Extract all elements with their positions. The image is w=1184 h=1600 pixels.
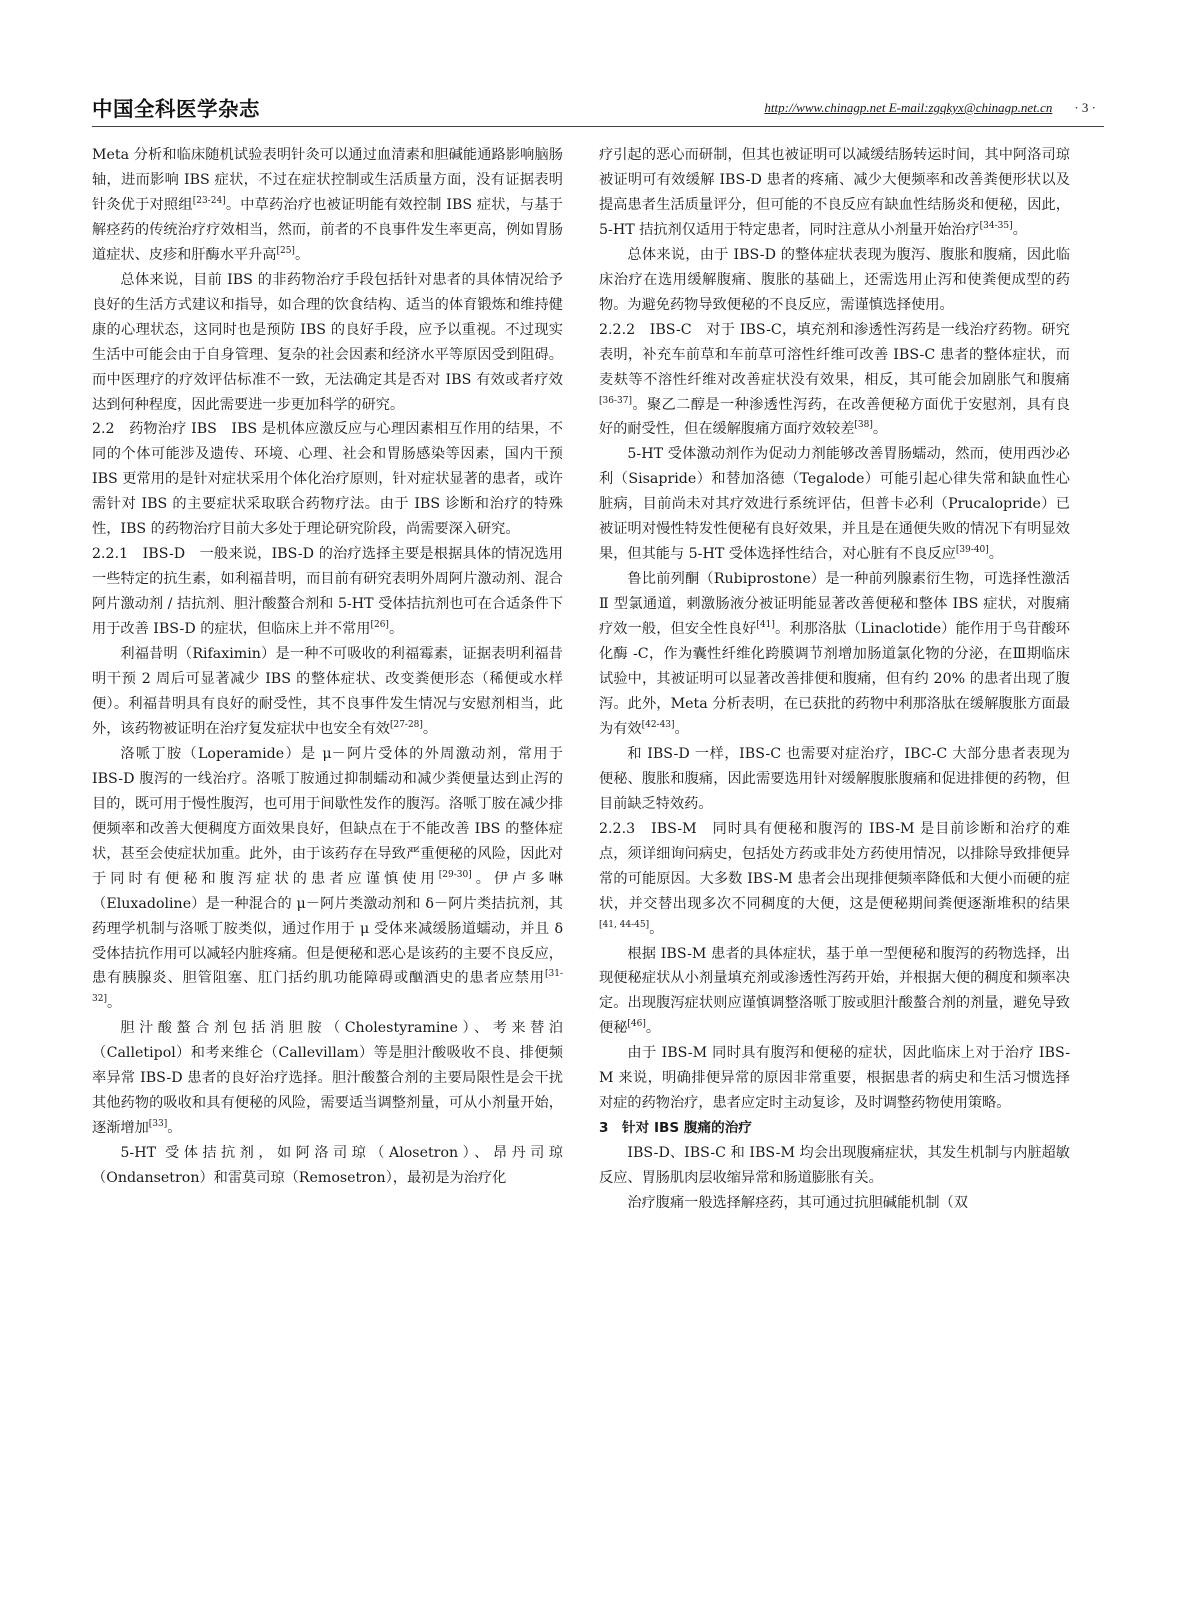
header-contact: http://www.chinagp.net E-mail:zgqkyx@chinagp.net.cn (764, 100, 1053, 115)
citation: [41] (756, 620, 775, 631)
paragraph-text: 5-HT 受体激动剂作为促动力剂能够改善胃肠蠕动，然而，使用西沙必利（Sisapride）和替加洛德（Tegalode）可能引起心律失常和缺血性心脏病，目前尚未对其疗效进行系统评估，但普卡必利（Prucalopride）已被证明对慢性特发性便秘有良好效果，并且是在通便失败的情况下有明显效果，但其能与 5-HT 受体选择性结合，对心脏有不良反应 (599, 446, 1070, 563)
paragraph (599, 567, 1070, 742)
citation: [36-37] (599, 395, 632, 406)
citation: [42-43] (641, 719, 675, 730)
header-rule (92, 126, 1104, 127)
paragraph-text: 。 (167, 1120, 182, 1137)
citation: [26] (370, 620, 389, 631)
paragraph (599, 243, 1070, 318)
paragraph-text: 。 (872, 421, 888, 438)
paragraph-text: 利福昔明（Rifaximin）是一种不可吸收的利福霉素，证据表明利福昔明干预 2 周后可显著减少 IBS 的整体症状、改变粪便形态（稀便或水样便）。利福昔明具有良好的耐受性，其不良事件发生情况与安慰剂相当，此外，该药物被证明在治疗复发症状中也安全有效 (92, 646, 563, 737)
paragraph (599, 143, 1070, 243)
page-number: · 3 · (1074, 100, 1096, 115)
right-column (599, 143, 1070, 1216)
paragraph-text: Meta 分析和临床随机试验表明针灸可以通过血清素和胆碱能通路影响脑肠轴，进而影响 IBS 症状，不过在症状控制或生活质量方面，没有证据表明针灸优于对照组 (92, 147, 563, 213)
paragraph-text: 。 (988, 546, 1003, 563)
paragraph-text: 。利那洛肽（Linaclotide）能作用于鸟苷酸环化酶 -C，作为囊性纤维化跨膜调节剂增加肠道氯化物的分泌，在Ⅲ期临床试验中，其被证明可以显著改善排便和腹痛，但有约 20% 的患者出现了腹泻。此外，Meta 分析表明，在已获批的药物中利那洛肽在缓解腹胀方面最为有效 (599, 621, 1070, 737)
citation: [27-28] (389, 719, 423, 730)
paragraph-text: 。 (294, 246, 310, 263)
paragraph-text: 。聚乙二醇是一种渗透性泻药，在改善便秘方面优于安慰剂，具有良好的耐受性，但在缓解腹痛方面疗效较差 (599, 396, 1070, 438)
paragraph-text: 。中草药治疗也被证明能有效控制 IBS 症状，与基于解痉药的传统治疗疗效相当，然而，前者的不良事件发生率更高，例如胃肠道症状、皮疹和肝酶水平升高 (92, 196, 563, 263)
paragraph (92, 1016, 563, 1141)
paragraph-text: 由于 IBS-M 同时具有腹泻和便秘的症状，因此临床上对于治疗 IBS-M 来说，明确排便异常的原因非常重要，根据患者的病史和生活习惯选择对症的药物治疗，患者应定时主动复诊，及时调整药物使用策略。 (599, 1045, 1070, 1112)
left-column (92, 143, 563, 1191)
citation: [39-40] (955, 545, 989, 556)
paragraph-text: 疗引起的恶心而研制，但其也被证明可以减缓结肠转运时间，其中阿洛司琼被证明可有效缓解 IBS-D 患者的疼痛、减少大便频率和改善粪便形状以及提高患者生活质量评分，但可能的不良反应有缺血性结肠炎和便秘，因此，5-HT 拮抗剂仅适用于特定患者，同时注意从小剂量开始治疗 (599, 147, 1070, 238)
paragraph-text: 。 (1012, 221, 1027, 238)
citation: [25] (276, 245, 295, 256)
paragraph-text: 胆汁酸螯合剂包括消胆胺（Cholestyramine）、考来替泊（Calletipol）和考来维仑（Callevillam）等是胆汁酸吸收不良、排便频率异常 IBS-D 患者的良好治疗选择。胆汁酸螯合剂的主要局限性是会干扰其他药物的吸收和具有便秘的风险，需要适当调整剂量，可从小剂量开始，逐渐增加 (92, 1020, 563, 1137)
section-paragraph (92, 542, 563, 642)
paragraph-text: 5-HT 受体拮抗剂，如阿洛司琼（Alosetron）、昂丹司琼（Ondansetron）和雷莫司琼（Remosetron），最初是为治疗化 (92, 1145, 563, 1187)
paragraph-text: 。 (422, 720, 438, 737)
citation: [29-30] (438, 869, 472, 880)
paragraph-text: 。 (649, 920, 664, 937)
journal-title: 中国全科医学杂志 (92, 97, 260, 121)
header-right (764, 100, 1096, 116)
paragraph-text: 。 (674, 720, 689, 737)
paragraph (599, 742, 1070, 817)
citation: [31-32] (92, 969, 563, 1005)
paragraph-text: 。 (645, 1020, 661, 1037)
paragraph (92, 143, 563, 268)
paragraph (599, 1141, 1070, 1191)
paragraph-text: IBS-D、IBS-C 和 IBS-M 均会出现腹痛症状，其发生机制与内脏超敏反应、胃肠肌肉层收缩异常和肠道膨胀有关。 (599, 1145, 1070, 1187)
paragraph-text: 洛哌丁胺（Loperamide）是 μ－阿片受体的外周激动剂，常用于 IBS-D 腹泻的一线治疗。洛哌丁胺通过抑制蠕动和减少粪便量达到止泻的目的，既可用于慢性腹泻，也可用于间歇性发作的腹泻。洛哌丁胺在减少排便频率和改善大便稠度方面效果良好，但缺点在于不能改善 IBS 的整体症状，甚至会使症状加重。此外，由于该药存在导致严重便秘的风险，因此对于同时有便秘和腹泻症状的患者应谨慎使用 (92, 745, 563, 887)
paragraph-text: 总体来说，目前 IBS 的非药物治疗手段包括针对患者的具体情况给予良好的生活方式建议和指导，如合理的饮食结构、适当的体育锻炼和维持健康的心理状态，这同时也是预防 IBS 的良好手段，应予以重视。不过现实生活中可能会由于自身管理、复杂的社会因素和经济水平等原因受到阻碍。而中医理疗的疗效评估标准不一致，无法确定其是否对 IBS 有效或者疗效达到何种程度，因此需要进一步更加科学的研究。 (92, 271, 563, 413)
citation: [34-35] (979, 220, 1013, 231)
section-paragraph (599, 817, 1070, 942)
citation: [33] (148, 1119, 168, 1130)
citation: [38] (854, 420, 873, 431)
paragraph-text: 总体来说，由于 IBS-D 的整体症状表现为腹泻、腹胀和腹痛，因此临床治疗在选用缓解腹痛、腹胀的基础上，还需选用止泻和使粪便成型的药物。为避免药物导致便秘的不良反应，需谨慎选择使用。 (599, 246, 1070, 313)
paragraph (599, 1191, 1070, 1216)
paragraph-text: 2.2.1 IBS-D 一般来说，IBS-D 的治疗选择主要是根据具体的情况选用一些特定的抗生素，如利福昔明，而目前有研究表明外周阿片激动剂、混合阿片激动剂 / 拮抗剂、胆汁酸螯合剂和 5-HT 受体拮抗剂也可在合适条件下用于改善 IBS-D 的症状，但临床上并不常用 (92, 546, 563, 638)
paragraph-text: 鲁比前列酮（Rubiprostone）是一种前列腺素衍生物，可选择性激活 Ⅱ 型氯通道，刺激肠液分被证明能显著改善便秘和整体 IBS 症状，对腹痛疗效一般，但安全性良好 (599, 571, 1070, 638)
paragraph-text: 。 (106, 995, 122, 1012)
section-paragraph (92, 417, 563, 542)
section-paragraph (599, 318, 1070, 443)
paragraph-text: 和 IBS-D 一样，IBS-C 也需要对症治疗，IBC-C 大部分患者表现为便秘、腹胀和腹痛，因此需要选用针对缓解腹胀腹痛和促进排便的药物，但目前缺乏特效药。 (599, 745, 1070, 812)
citation: [41, 44-45] (599, 919, 650, 930)
page-header (92, 88, 1104, 128)
paragraph (599, 942, 1070, 1042)
paragraph (599, 442, 1070, 567)
paragraph (92, 1141, 563, 1191)
section-heading: 3 针对 IBS 腹痛的治疗 (599, 1120, 752, 1137)
paragraph (599, 1041, 1070, 1116)
paragraph-text: 根据 IBS-M 患者的具体症状，基于单一型便秘和腹泻的药物选择，出现便秘症状从小剂量填充剂或渗透性泻药开始，并根据大便的稠度和频率决定。出现腹泻症状则应谨慎调整洛哌丁胺或胆汁酸螯合剂的剂量，避免导致便秘 (599, 945, 1070, 1037)
paragraph-text: 2.2.2 IBS-C 对于 IBS-C，填充剂和渗透性泻药是一线治疗药物。研究表明，补充车前草和车前草可溶性纤维可改善 IBS-C 患者的整体症状，而麦麸等不溶性纤维对改善症状没有效果，相反，其可能会加剧胀气和腹痛 (599, 321, 1070, 388)
paragraph (92, 642, 563, 742)
paragraph (92, 268, 563, 418)
citation: [23-24] (192, 195, 226, 206)
paragraph-text: 。伊卢多啉（Eluxadoline）是一种混合的 μ－阿片类激动剂和 δ－阿片类拮抗剂，其药理学机制与洛哌丁胺类似，通过作用于 μ 受体来减缓肠道蠕动，并且 δ 受体拮抗作用可以减轻内脏疼痛。但是便秘和恶心是该药的主要不良反应，患有胰腺炎、胆管阻塞、肛门括约肌功能障碍或酗酒史的患者应禁用 (92, 870, 563, 987)
paragraph-text: 治疗腹痛一般选择解痉药，其可通过抗胆碱能机制（双 (627, 1195, 968, 1212)
paragraph-text: 2.2 药物治疗 IBS IBS 是机体应激反应与心理因素相互作用的结果，不同的个体可能涉及遗传、环境、心理、社会和胃肠感染等因素，国内干预 IBS 更常用的是针对症状采用个体化治疗原则，针对症状显著的患者，或许需针对 IBS 的主要症状采取联合药物疗法。由于 IBS 诊断和治疗的特殊性，IBS 的药物治疗目前大多处于理论研究阶段，尚需要深入研究。 (92, 421, 563, 538)
paragraph-text: 。 (388, 621, 404, 638)
citation: [46] (627, 1019, 646, 1030)
paragraph (92, 742, 563, 1016)
paragraph-text: 2.2.3 IBS-M 同时具有便秘和腹泻的 IBS-M 是目前诊断和治疗的难点，须详细询问病史，包括处方药或非处方药使用情况，以排除导致排便异常的可能原因。大多数 IBS-M 患者会出现排便频率降低和大便小而硬的症状，并交替出现多次不同稠度的大便，这是便秘期间粪便逐渐堆积的结果 (599, 820, 1070, 912)
